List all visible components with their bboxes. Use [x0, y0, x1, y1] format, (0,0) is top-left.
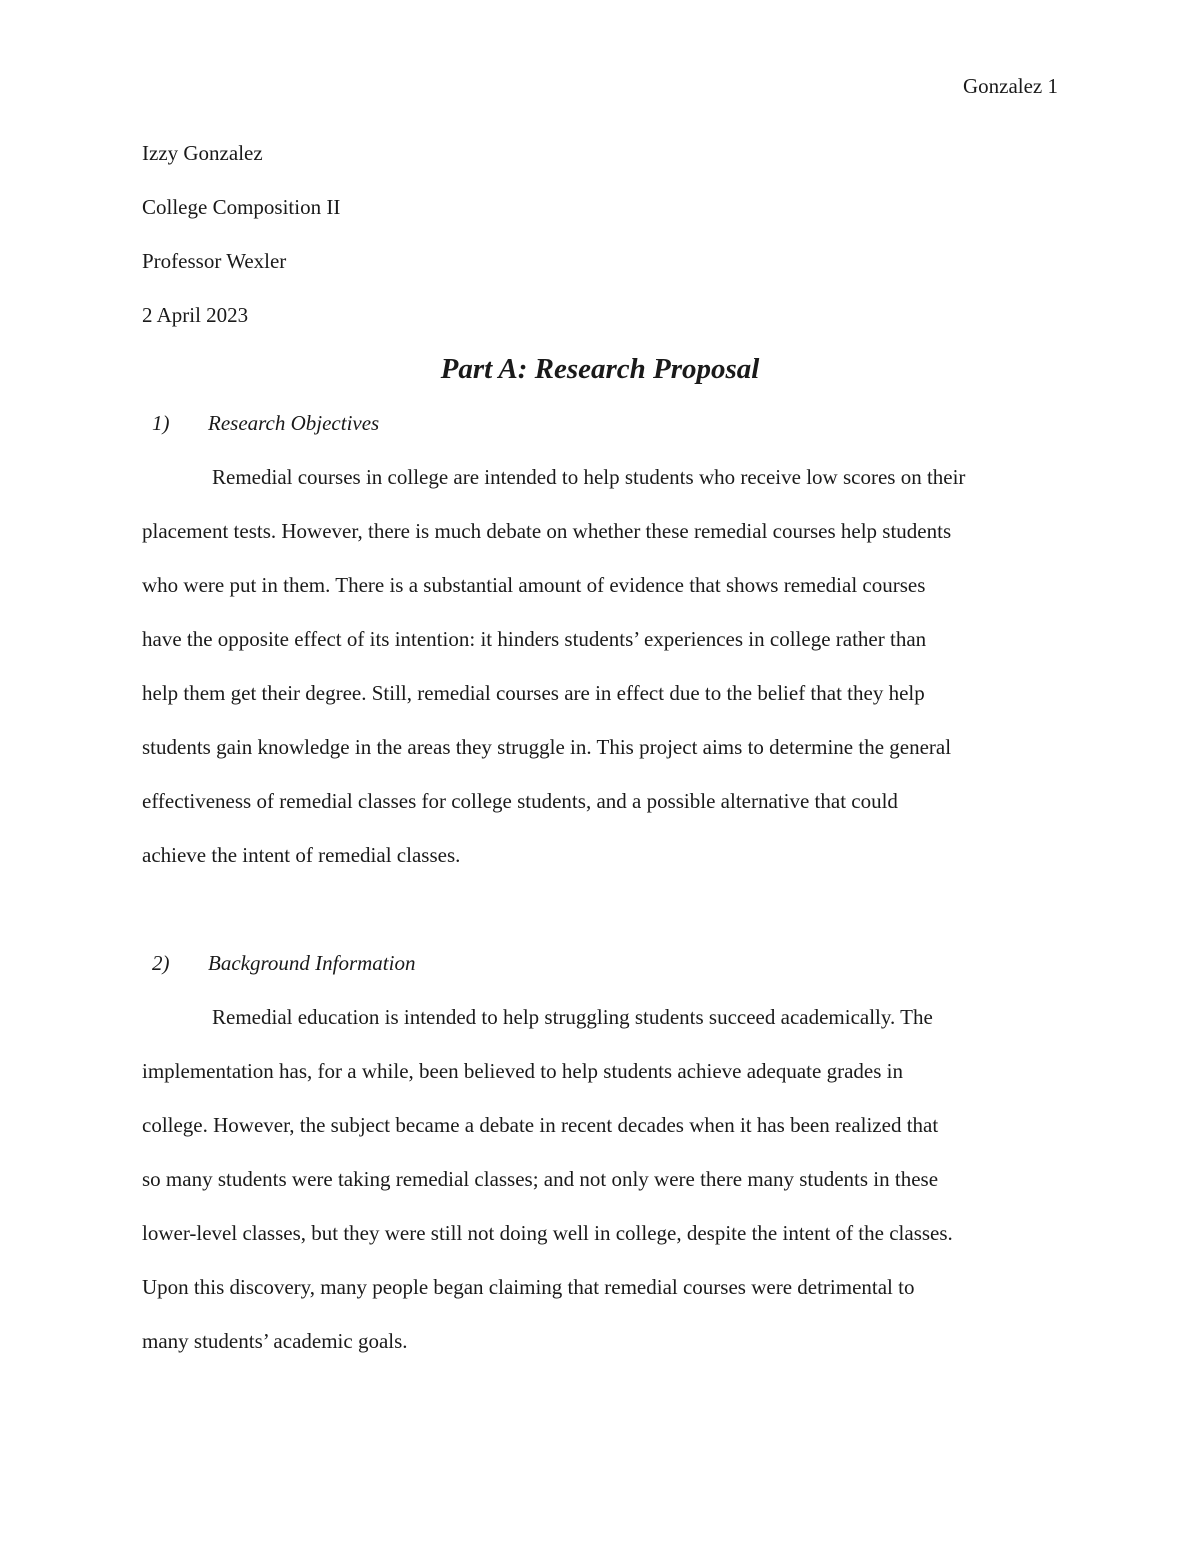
paragraph-line: Upon this discovery, many people began claiming that remedial courses were detrimental to [142, 1275, 915, 1299]
paragraph-line: Remedial education is intended to help struggling students succeed academically. The [212, 1005, 933, 1029]
document-date: 2 April 2023 [142, 303, 249, 327]
section-number: 2) [152, 951, 170, 975]
paragraph-line: achieve the intent of remedial classes. [142, 843, 461, 867]
paragraph-line: help them get their degree. Still, remedial courses are in effect due to the belief that they help [142, 681, 925, 705]
paragraph-line: Remedial courses in college are intended to help students who receive low scores on their [212, 465, 966, 489]
paragraph-line: so many students were taking remedial classes; and not only were there many students in these [142, 1167, 939, 1191]
paragraph-background-information [142, 990, 1058, 1368]
paragraph-line: college. However, the subject became a debate in recent decades when it has been realized that [142, 1113, 939, 1137]
section-spacer [142, 882, 1058, 936]
paragraph-line: placement tests. However, there is much debate on whether these remedial courses help students [142, 519, 952, 543]
paragraph-line: who were put in them. There is a substantial amount of evidence that shows remedial courses [142, 573, 926, 597]
section-heading-research-objectives [142, 396, 1058, 450]
section-heading-text: Research Objectives [208, 411, 380, 435]
paragraph-line: implementation has, for a while, been believed to help students achieve adequate grades in [142, 1059, 903, 1083]
paragraph-line: effectiveness of remedial classes for college students, and a possible alternative that could [142, 789, 898, 813]
running-head: Gonzalez 1 [962, 74, 1058, 98]
course-name: College Composition II [142, 195, 341, 219]
paragraph-line: have the opposite effect of its intention: it hinders students’ experiences in college rather than [142, 627, 927, 651]
section-heading-background-information [142, 936, 1058, 990]
section-heading-text: Background Information [208, 951, 416, 975]
author-name: Izzy Gonzalez [142, 141, 263, 165]
professor-name: Professor Wexler [142, 249, 287, 273]
paragraph-line: many students’ academic goals. [142, 1329, 408, 1353]
document-body [142, 126, 1058, 1368]
paragraph-research-objectives [142, 450, 1058, 882]
document-title: Part A: Research Proposal [440, 353, 760, 385]
paragraph-line: lower-level classes, but they were still not doing well in college, despite the intent of the classes. [142, 1221, 953, 1245]
paragraph-line: students gain knowledge in the areas they struggle in. This project aims to determine the general [142, 735, 952, 759]
section-number: 1) [152, 411, 170, 435]
